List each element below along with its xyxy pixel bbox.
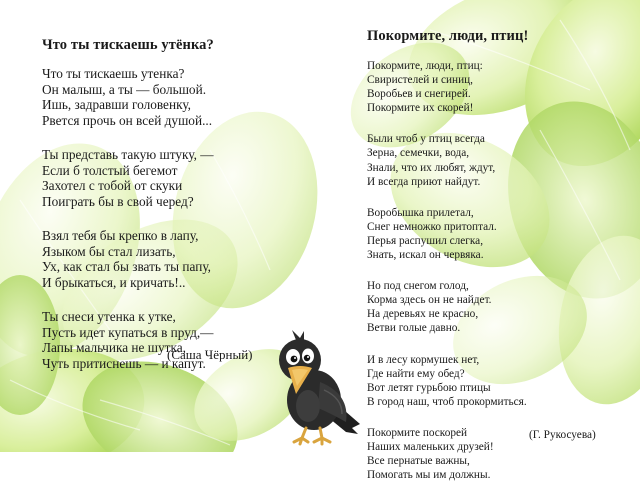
left-poem xyxy=(42,36,277,390)
poem-line: Чуть притиснешь — и капут. xyxy=(42,355,206,371)
poem-line: В город наш, чтоб прокормиться. xyxy=(367,395,527,408)
right-poem-stanza xyxy=(367,279,627,335)
right-poem-stanza xyxy=(367,206,627,262)
poem-line: Корма здесь он не найдет. xyxy=(367,294,492,307)
poem-line: Покормите их скорей! xyxy=(367,102,474,115)
poem-line: Наших маленьких друзей! xyxy=(367,440,494,453)
poem-line: Лапы мальчика не шутка, xyxy=(42,340,186,355)
poem-line: Ты представь такую штуку, — xyxy=(42,147,214,162)
left-poem-stanza xyxy=(42,66,277,128)
poem-line: Были чтоб у птиц всегда xyxy=(367,133,485,146)
poem-line: И в лесу кормушек нет, xyxy=(367,353,480,366)
poem-line: Помогать мы им должны. xyxy=(367,469,491,482)
poem-line: Ты снеси утенка к утке, xyxy=(42,309,176,324)
poem-line: Зерна, семечки, вода, xyxy=(367,147,470,160)
poem-line: Все пернатые важны, xyxy=(367,455,470,468)
right-poem-stanza xyxy=(367,132,627,188)
poem-line: Захотел с тобой от скуки xyxy=(42,178,183,193)
poem-line: И всегда приют найдут. xyxy=(367,175,481,188)
poem-line: И брыкаться, и кричать!.. xyxy=(42,274,186,290)
left-poem-author: (Саша Чёрный) xyxy=(167,347,253,362)
poem-line: Ишь, задравши головенку, xyxy=(42,97,191,112)
poem-line: Снег немножко притоптал. xyxy=(367,220,497,233)
poem-line: Поиграть бы в свой черед? xyxy=(42,193,194,209)
crow-icon xyxy=(262,328,374,446)
poem-line: Что ты тискаешь утенка? xyxy=(42,66,185,81)
poem-line: Он малыш, а ты — большой. xyxy=(42,81,207,97)
poem-line: На деревьях не красно, xyxy=(367,308,479,321)
poem-line: Перья распушил слегка, xyxy=(367,234,484,247)
poem-line: Рвется прочь он всей душой... xyxy=(42,112,213,128)
poem-line: Воробышка прилетал, xyxy=(367,206,474,219)
right-poem-stanza xyxy=(367,59,627,115)
poem-line: Но под снегом голод, xyxy=(367,280,469,293)
poem-line: Воробьев и снегирей. xyxy=(367,88,471,101)
poem-line: Вот летят гурьбою птицы xyxy=(367,381,491,394)
right-poem-title: Покормите, люди, птиц! xyxy=(367,28,529,44)
poem-line: Знать, искал он червяка. xyxy=(367,249,484,262)
poem-line: Языком бы стал лизать, xyxy=(42,243,176,259)
poem-line: Покормите поскорей xyxy=(367,426,468,439)
poem-line: Ветви голые давно. xyxy=(367,322,461,335)
left-poem-stanza xyxy=(42,228,277,290)
left-poem-title: Что ты тискаешь утёнка? xyxy=(42,37,214,53)
poem-line: Пусть идет купаться в пруд,— xyxy=(42,324,214,340)
poem-line: Где найти ему обед? xyxy=(367,367,465,380)
poem-line: Ух, как стал бы звать ты папу, xyxy=(42,259,211,274)
poem-line: Взял тебя бы крепко в лапу, xyxy=(42,228,199,243)
poem-line: Покормите, люди, птиц: xyxy=(367,60,483,72)
right-poem-stanza xyxy=(367,353,627,409)
poem-line: Знали, что их любят, ждут, xyxy=(367,161,496,174)
poem-line: Свиристелей и синиц, xyxy=(367,74,473,87)
left-poem-stanza xyxy=(42,147,277,209)
poem-line: Если б толстый бегемот xyxy=(42,162,178,178)
right-poem-author: (Г. Рукосуева) xyxy=(529,429,596,441)
